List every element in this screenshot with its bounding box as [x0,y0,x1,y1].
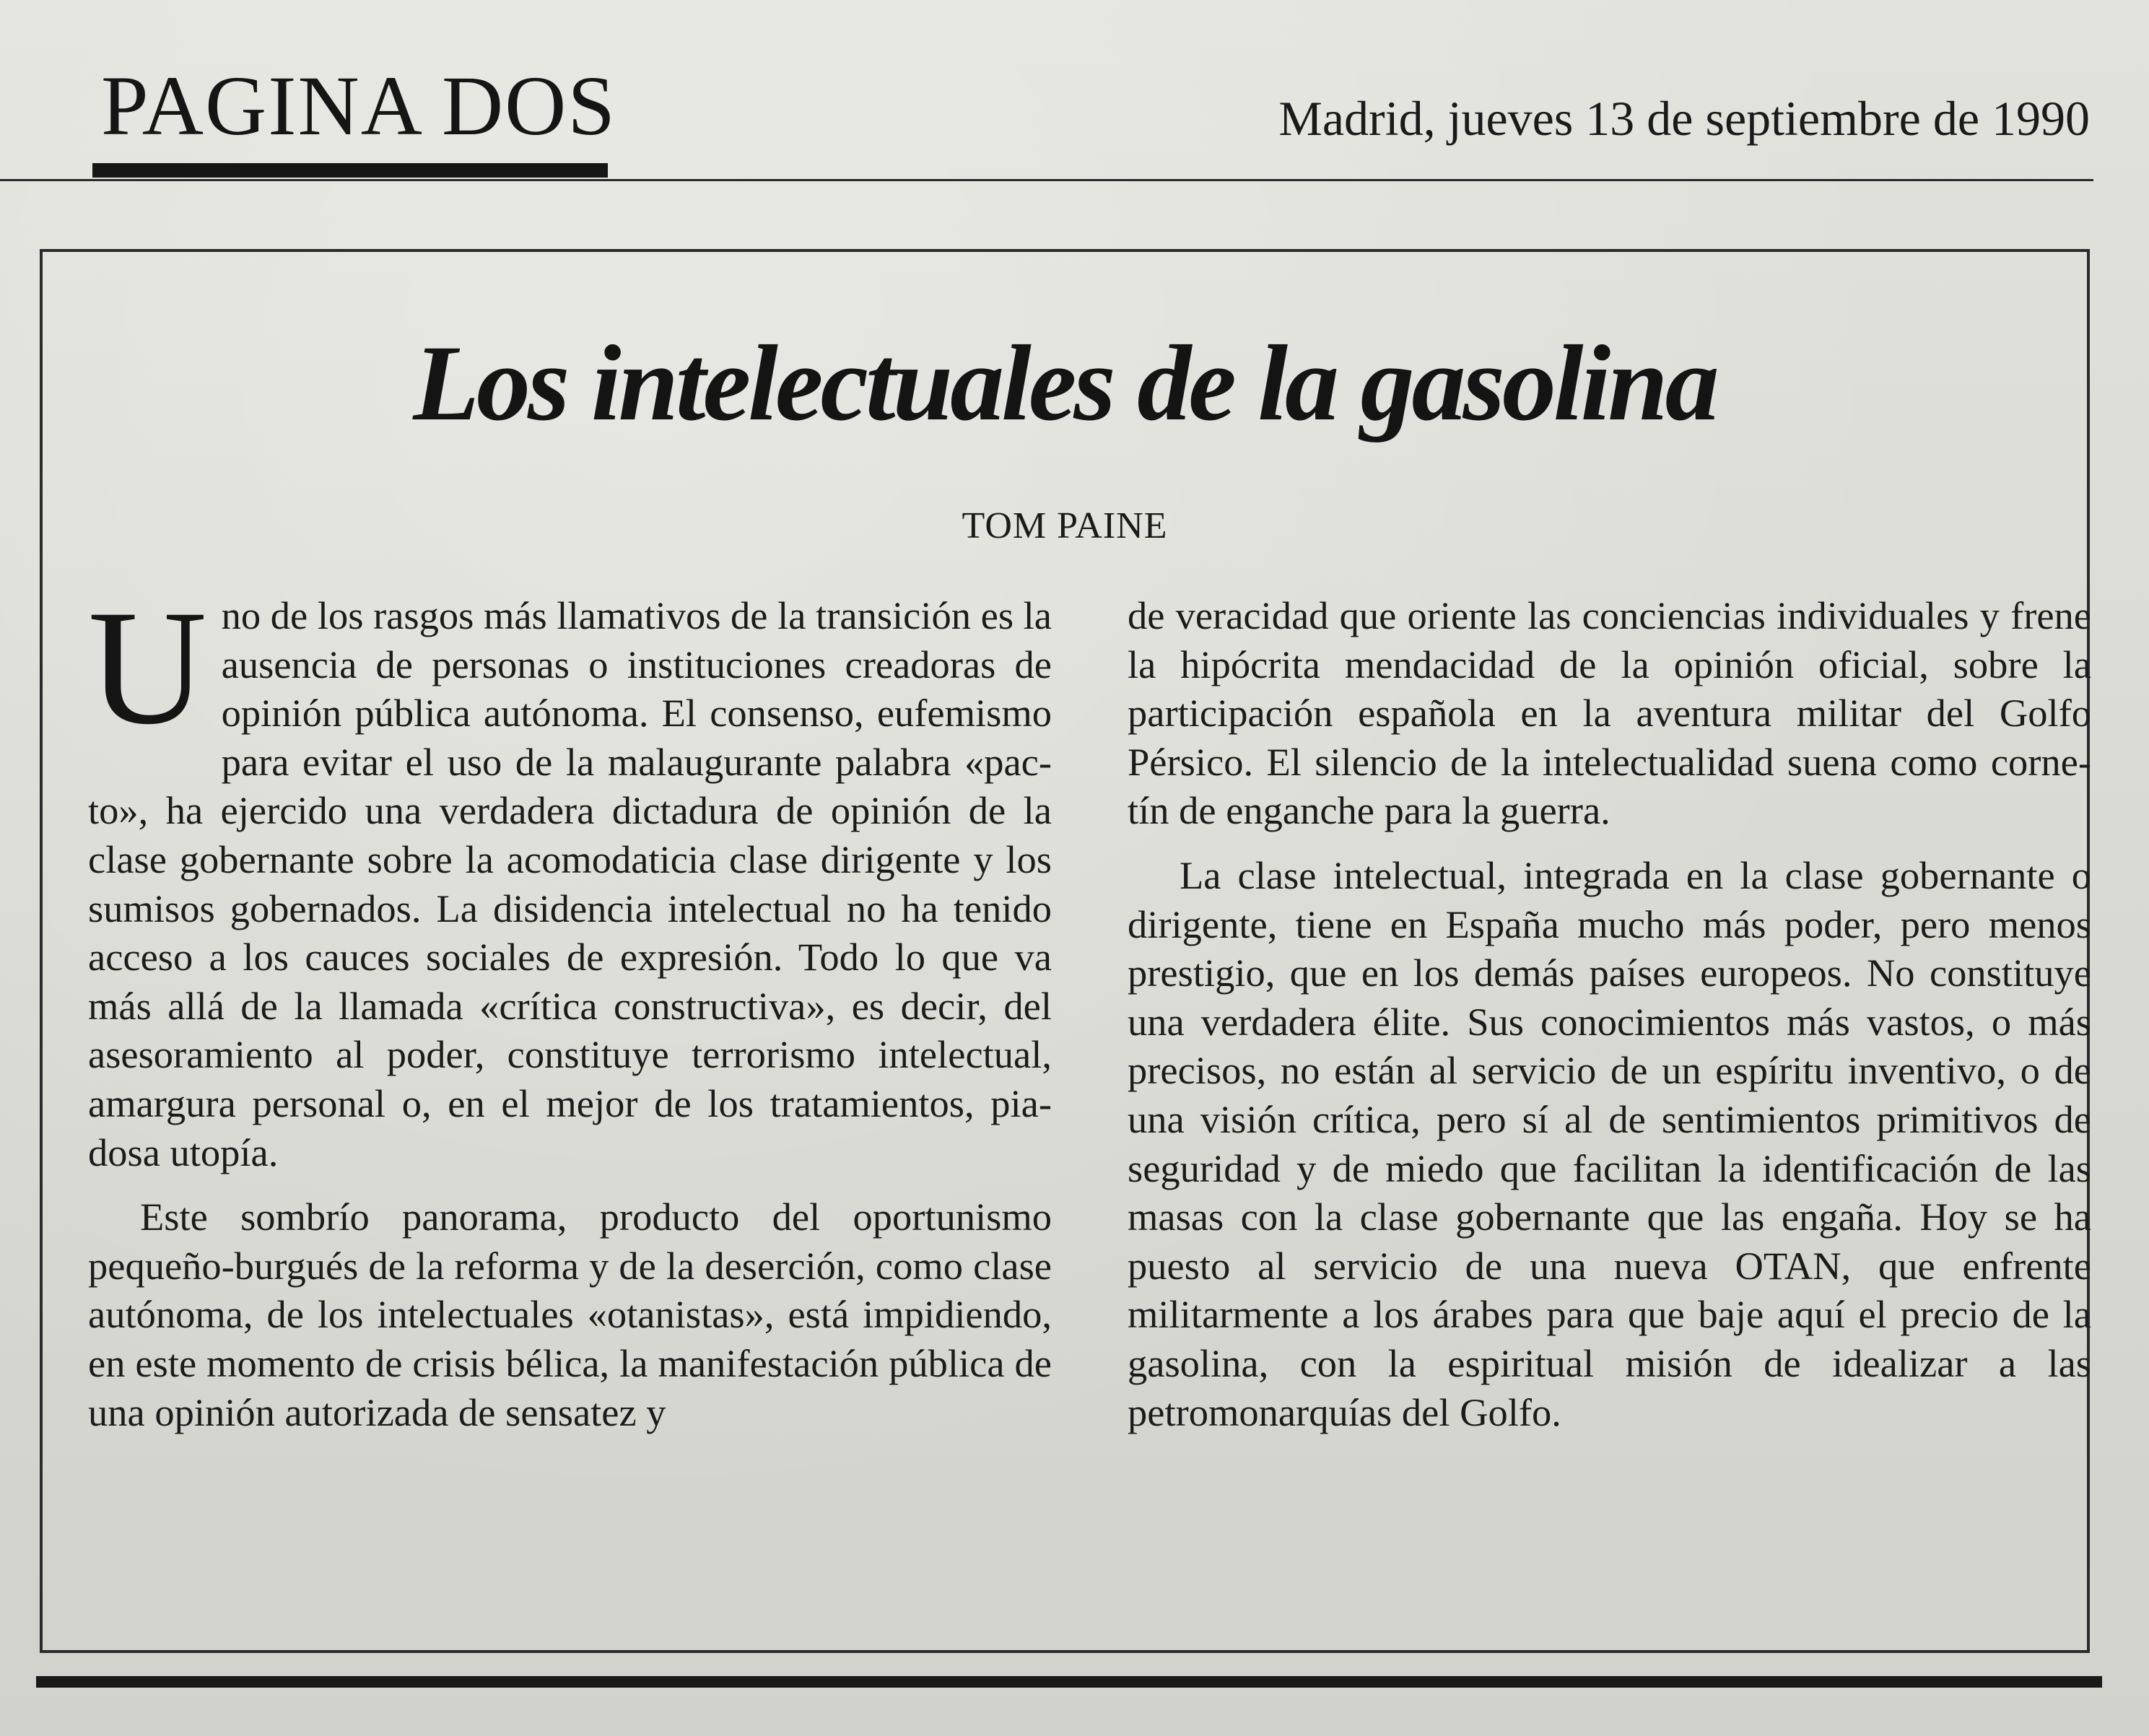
article-headline: Los intelectuales de la gasolina [413,323,1717,443]
article-paragraph-2-end: de veracidad que oriente las conciencias individuales y frene la hipócrita mendacidad de la opinión oficial, sobre la participación española en la aventura militar del Golfo Pérsico. El silencio de la intelectualidad suena como cornetín de enganche para la guerra. [1128,593,2091,833]
header-rule [0,179,2093,181]
drop-cap: U [88,577,207,759]
article-byline: TOM PAINE [962,505,1168,546]
article-box [40,249,2090,1653]
section-title-underline [92,163,608,178]
article-column-left [88,577,1052,1436]
article-paragraph-1 [88,577,1052,1177]
section-title: PAGINA DOS [101,58,616,153]
dateline: Madrid, jueves 13 de septiembre de 1990 [1278,91,2090,146]
article-paragraph-3: La clase intelectual, integrada en la clase gobernante o dirigente, tiene en España mucho más poder, pero menos prestigio, que en los demás países europeos. No constituye una verdadera élite. Sus conocimientos más vastos, o más precisos, no están al servicio de un espíritu inventivo, o de una visión crítica, pero sí al de sentimientos primitivos de seguridad y de miedo que facilitan la identificación de las masas con la clase gobernante que las engaña. Hoy se ha puesto al servicio de una nueva OTAN, que enfrente militarmente a los árabes para que baje aquí el precio de la gasolina, con la espiritual misión de idealizar a las petromonarquías del Golfo. [1128,852,2091,1434]
paragraph-1-text: no de los rasgos más llamativos de la transición es la ausencia de personas o instituciones creadoras de opinión pública autónoma. El consenso, eufemismo para evitar el uso de la malaugurante palabra «pacto», ha ejercido una verdadera dictadura de opinión de la clase gobernante sobre la acomodaticia clase dirigente y los sumisos gobernados. La disidencia intelectual no ha tenido acceso a los cauces sociales de expresión. Todo lo que va más allá de la llamada «crítica constructiva», es decir, del asesoramiento al poder, constituye terrorismo intelectual, amargura personal o, en el mejor de los tratamientos, piadosa utopía. [88,593,1052,1174]
bottom-rule [36,1676,2102,1688]
article-columns [88,577,2091,1616]
article-column-right [1128,591,2091,1436]
article-paragraph-2-start: Este sombrío panorama, producto del oportunismo pequeño-burgués de la reforma y de la deserción, como clase autónoma, de los intelectuales «otanistas», está impidiendo, en este momento de crisis bélica, la manifestación pública de una opinión autorizada de sensatez y [88,1195,1052,1434]
